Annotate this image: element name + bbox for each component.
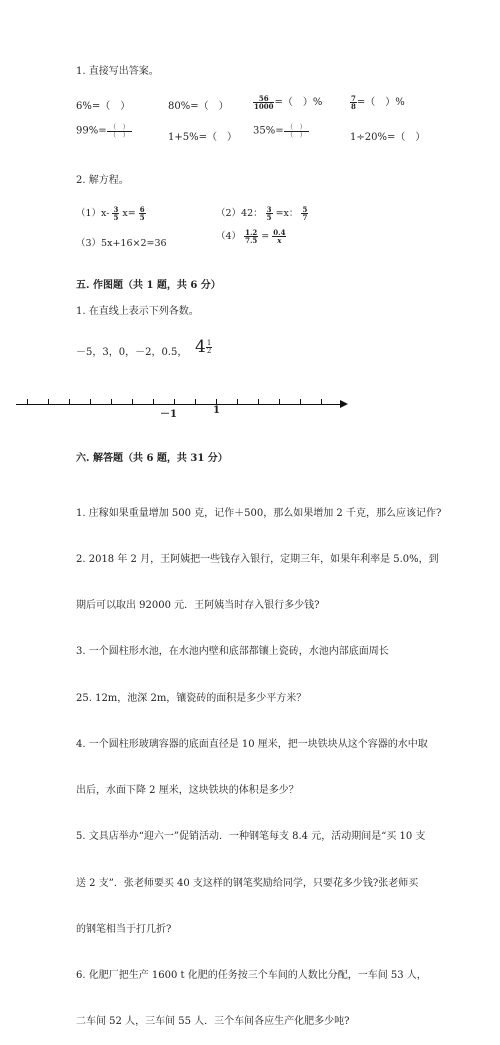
blank-numerator: （ ） (107, 124, 133, 132)
fraction-denominator: x (277, 236, 282, 245)
text-line: 1. 庄稼如果重量增加 500 克，记作＋500，那么如果增加 2 千克，那么应该记作? (76, 507, 442, 519)
number-line-tick (300, 399, 301, 404)
fraction-numerator: 3 (266, 205, 272, 214)
problem-56-over-1000 (253, 93, 322, 110)
text-line: 的钢笔相当于打几折? (76, 923, 172, 935)
fraction-denominator: 5 (139, 213, 145, 222)
number-line-tick (27, 399, 28, 404)
number-line-tick (279, 399, 280, 404)
label-minus-one: －1 (160, 409, 177, 420)
text-line: 3. 一个圆柱形水池，在水池内壁和底部都镶上瓷砖，水池内部底面周长 (76, 646, 389, 658)
problem-1-div-20-percent: 1÷20%=（ ） (350, 132, 426, 143)
fraction-numerator: 3 (113, 205, 119, 214)
number-line-tick (321, 399, 322, 404)
eq-text: （4） (216, 231, 242, 242)
text-line: 送 2 支”．张老师要买 40 支这样的钢笔奖励给同学，只要花多少钱?张老师买 (76, 877, 419, 889)
eq-text: = (261, 231, 270, 242)
fraction-denominator: 5 (113, 213, 119, 222)
text-line: 5. 文具店举办“迎六一”促销活动．一种钢笔每支 8.4 元，活动期间是“买 10 支 (76, 831, 426, 843)
number-line-tick (132, 399, 133, 404)
number-line-tick (69, 399, 70, 404)
fraction-numerator: 7 (351, 94, 356, 103)
text-line: 2. 2018 年 2 月，王阿姨把一些钱存入银行，定期三年，如果年利率是 5.0%，到 (76, 554, 439, 566)
problem-35-percent (253, 124, 309, 138)
problem-text: 35%= (253, 125, 284, 137)
label-one: 1 (213, 405, 220, 416)
fraction-numerator: 1 (206, 338, 212, 347)
problem-99-percent (76, 124, 132, 138)
section-6-body (76, 475, 441, 1045)
fraction-numerator: 1.2 (245, 228, 258, 237)
equation-4 (216, 228, 286, 244)
text-line: 4. 一个圆柱形玻璃容器的底面直径是 10 厘米，把一块铁块从这个容器的水中取 (76, 738, 428, 750)
number-line-tick (111, 399, 112, 404)
number-line-tick (195, 399, 196, 404)
problem-1-plus-5-percent: 1+5%=（ ） (168, 132, 237, 143)
section-6-heading: 六. 解答题（共 6 题，共 31 分） (76, 453, 228, 464)
number-line-tick (174, 399, 175, 404)
number-line-tick (216, 399, 217, 404)
equation-3: （3）5x+16×2=36 (76, 238, 167, 249)
fraction-numerator: 6 (139, 205, 145, 214)
fraction-denominator: 8 (351, 102, 356, 111)
text-line: 6. 化肥厂把生产 1600 t 化肥的任务按三个车间的人数比分配，一车间 53 人， (76, 970, 427, 981)
problem-7-over-8 (350, 93, 405, 110)
equation-2 (216, 205, 308, 221)
blank-numerator: （ ） (284, 124, 310, 132)
number-line-tick (237, 399, 238, 404)
eq-text: =x： (275, 208, 299, 219)
section-5-question: 1. 在直线上表示下列各数。 (76, 306, 199, 317)
number-line-tick (258, 399, 259, 404)
fraction-denominator: 1000 (254, 102, 274, 111)
eq-text: x= (122, 208, 136, 219)
number-line-axis (16, 404, 344, 405)
numbers-list: －5，3，0，－2，0.5， (76, 347, 188, 358)
number-line-arrow-icon (340, 400, 348, 408)
question-1-title: 1. 直接写出答案。 (76, 66, 159, 77)
section-5-heading: 五. 作图题（共 1 题，共 6 分） (76, 280, 221, 291)
answer-blank: =（ ）% (356, 97, 405, 108)
answer-blank: =（ ）% (274, 97, 323, 108)
problem-text: 99%= (76, 125, 107, 137)
fraction-denominator: 2 (206, 346, 212, 355)
text-line: 出后，水面下降 2 厘米，这块铁块的体积是多少？ (76, 785, 299, 797)
fraction-denominator: 5 (266, 213, 272, 222)
question-2-title: 2. 解方程。 (76, 175, 129, 186)
fraction-numerator: 56 (253, 95, 274, 103)
text-line: 二车间 52 人，三车间 55 人．三个车间各应生产化肥多少吨? (76, 1016, 350, 1028)
fraction-numerator: 5 (302, 205, 308, 214)
number-line-tick (153, 399, 154, 404)
problem-6-percent: 6%=（ ） (76, 101, 131, 112)
number-line-tick (90, 399, 91, 404)
fraction-denominator: 7.5 (245, 236, 258, 245)
problem-80-percent: 80%=（ ） (168, 101, 229, 112)
mixed-whole: 4 (195, 337, 206, 357)
fraction-denominator: 7 (302, 213, 308, 222)
blank-denominator: （ ） (109, 130, 130, 139)
number-line-tick (48, 399, 49, 404)
mixed-number (195, 337, 212, 357)
fraction-numerator: 0.4 (273, 228, 286, 237)
eq-text: （2）42： (216, 208, 263, 219)
eq-text: （1）x- (76, 208, 110, 219)
text-line: 期后可以取出 92000 元．王阿姨当时存入银行多少钱? (76, 600, 320, 612)
equation-1 (76, 205, 146, 221)
text-line: 25. 12m，池深 2m，镶瓷砖的面积是多少平方米？ (76, 692, 307, 704)
blank-denominator: （ ） (286, 130, 307, 139)
